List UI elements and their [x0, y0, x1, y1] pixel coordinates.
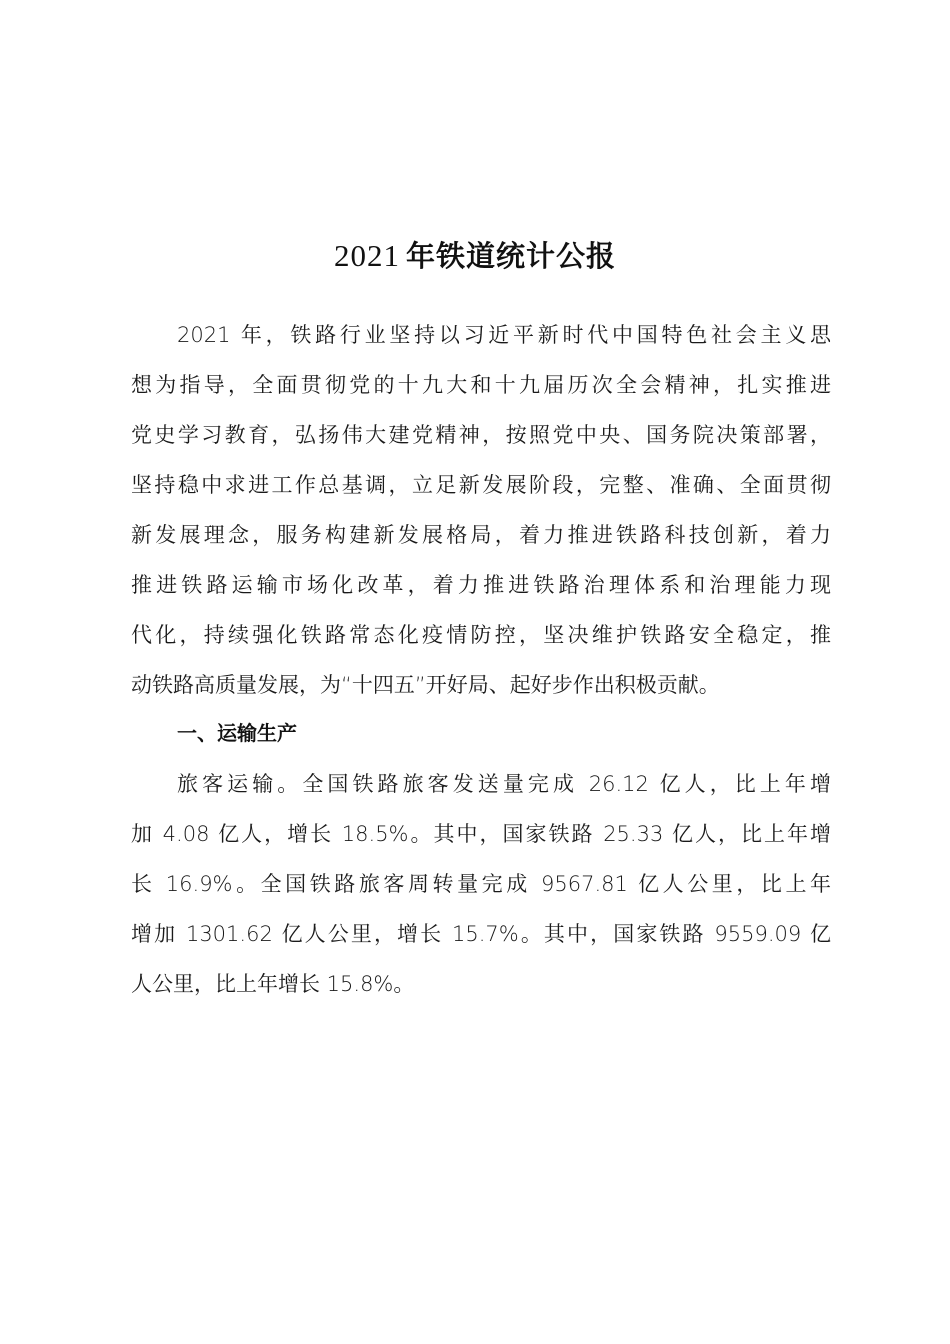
paragraph-line: 新发展理念，服务构建新发展格局，着力推进铁路科技创新，着力 — [131, 523, 831, 547]
paragraph-line: 代化，持续强化铁路常态化疫情防控，坚决维护铁路安全稳定，推 — [131, 623, 831, 647]
section-heading: 一、运输生产 — [177, 721, 297, 745]
paragraph-line: 增加 1301.62 亿人公里，增长 15.7%。其中，国家铁路 9559.09 亿 — [131, 922, 831, 946]
paragraph-line: 想为指导，全面贯彻党的十九大和十九届历次全会精神，扎实推进 — [131, 373, 831, 397]
paragraph-line: 党史学习教育，弘扬伟大建党精神，按照党中央、国务院决策部署， — [131, 423, 831, 447]
paragraph-line: 旅客运输。全国铁路旅客发送量完成 26.12 亿人，比上年增 — [177, 772, 831, 796]
title-year: 2021 — [333, 238, 400, 273]
document-title — [0, 236, 950, 276]
title-text: 年铁道统计公报 — [405, 239, 616, 273]
paragraph-line: 长 16.9%。全国铁路旅客周转量完成 9567.81 亿人公里，比上年 — [131, 872, 831, 896]
paragraph-line: 推进铁路运输市场化改革，着力推进铁路治理体系和治理能力现 — [131, 573, 831, 597]
paragraph-line: 加 4.08 亿人，增长 18.5%。其中，国家铁路 25.33 亿人，比上年增 — [131, 822, 831, 846]
paragraph-line: 动铁路高质量发展，为“十四五”开好局、起好步作出积极贡献。 — [131, 673, 720, 697]
paragraph-line: 2021 年，铁路行业坚持以习近平新时代中国特色社会主义思 — [177, 323, 831, 347]
paragraph-line: 人公里，比上年增长 15.8%。 — [131, 972, 415, 996]
paragraph-line: 坚持稳中求进工作总基调，立足新发展阶段，完整、准确、全面贯彻 — [131, 473, 831, 497]
